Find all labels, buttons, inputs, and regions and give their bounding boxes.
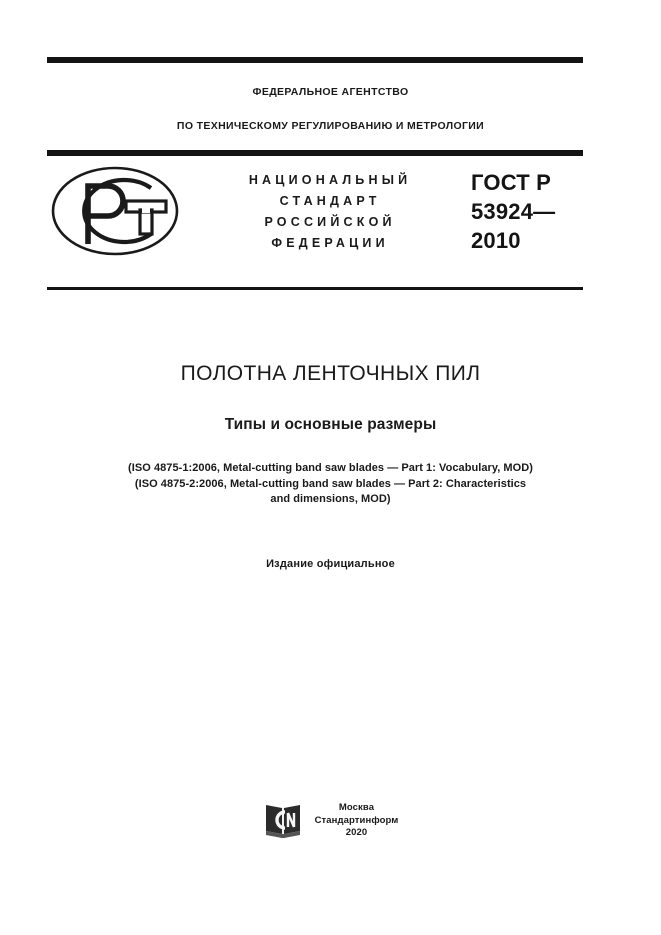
iso-reference-line-2: (ISO 4875-2:2006, Metal-cutting band saw blades — Part 2: Characteristics	[134, 477, 527, 490]
standard-number-block	[471, 168, 611, 255]
national-standard-block	[202, 170, 454, 254]
national-standard-line-2: СТАНДАРТ	[279, 194, 381, 208]
imprint-text	[315, 800, 399, 840]
agency-name-line-1: ФЕДЕРАЛЬНОЕ АГЕНТСТВО	[252, 86, 409, 98]
national-standard-line-1: НАЦИОНАЛЬНЫЙ	[248, 173, 412, 187]
iso-reference-line-3: and dimensions, MOD)	[270, 493, 391, 505]
agency-header	[0, 86, 661, 132]
gost-r-certification-icon	[50, 164, 180, 259]
standard-number-line-3: 2010	[471, 228, 521, 253]
masthead	[47, 160, 583, 280]
standard-number-line-1: ГОСТ Р	[471, 170, 552, 195]
standard-number-line-2: 53924—	[471, 199, 556, 224]
imprint-year: 2020	[345, 827, 368, 838]
page-title: ПОЛОТНА ЛЕНТОЧНЫХ ПИЛ	[180, 362, 481, 385]
agency-name-line-2: ПО ТЕХНИЧЕСКОМУ РЕГУЛИРОВАНИЮ И МЕТРОЛОГИИ	[176, 120, 485, 132]
page-subtitle: Типы и основные размеры	[224, 416, 437, 433]
horizontal-rule-bottom	[47, 287, 583, 290]
horizontal-rule-top	[47, 57, 583, 63]
national-standard-line-3: РОССИЙСКОЙ	[264, 215, 396, 229]
iso-reference-block	[0, 461, 661, 508]
imprint-city: Москва	[338, 802, 375, 813]
publisher-imprint	[0, 800, 661, 840]
official-edition-note: Издание официальное	[266, 558, 395, 570]
imprint-publisher: Стандартинформ	[314, 814, 399, 826]
title-block	[0, 362, 661, 434]
national-standard-line-4: ФЕДЕРАЦИИ	[271, 236, 389, 250]
horizontal-rule-middle	[47, 150, 583, 156]
iso-reference-line-1: (ISO 4875-1:2006, Metal-cutting band saw blades — Part 1: Vocabulary, MOD)	[128, 462, 533, 474]
standartinform-book-icon	[263, 800, 303, 840]
